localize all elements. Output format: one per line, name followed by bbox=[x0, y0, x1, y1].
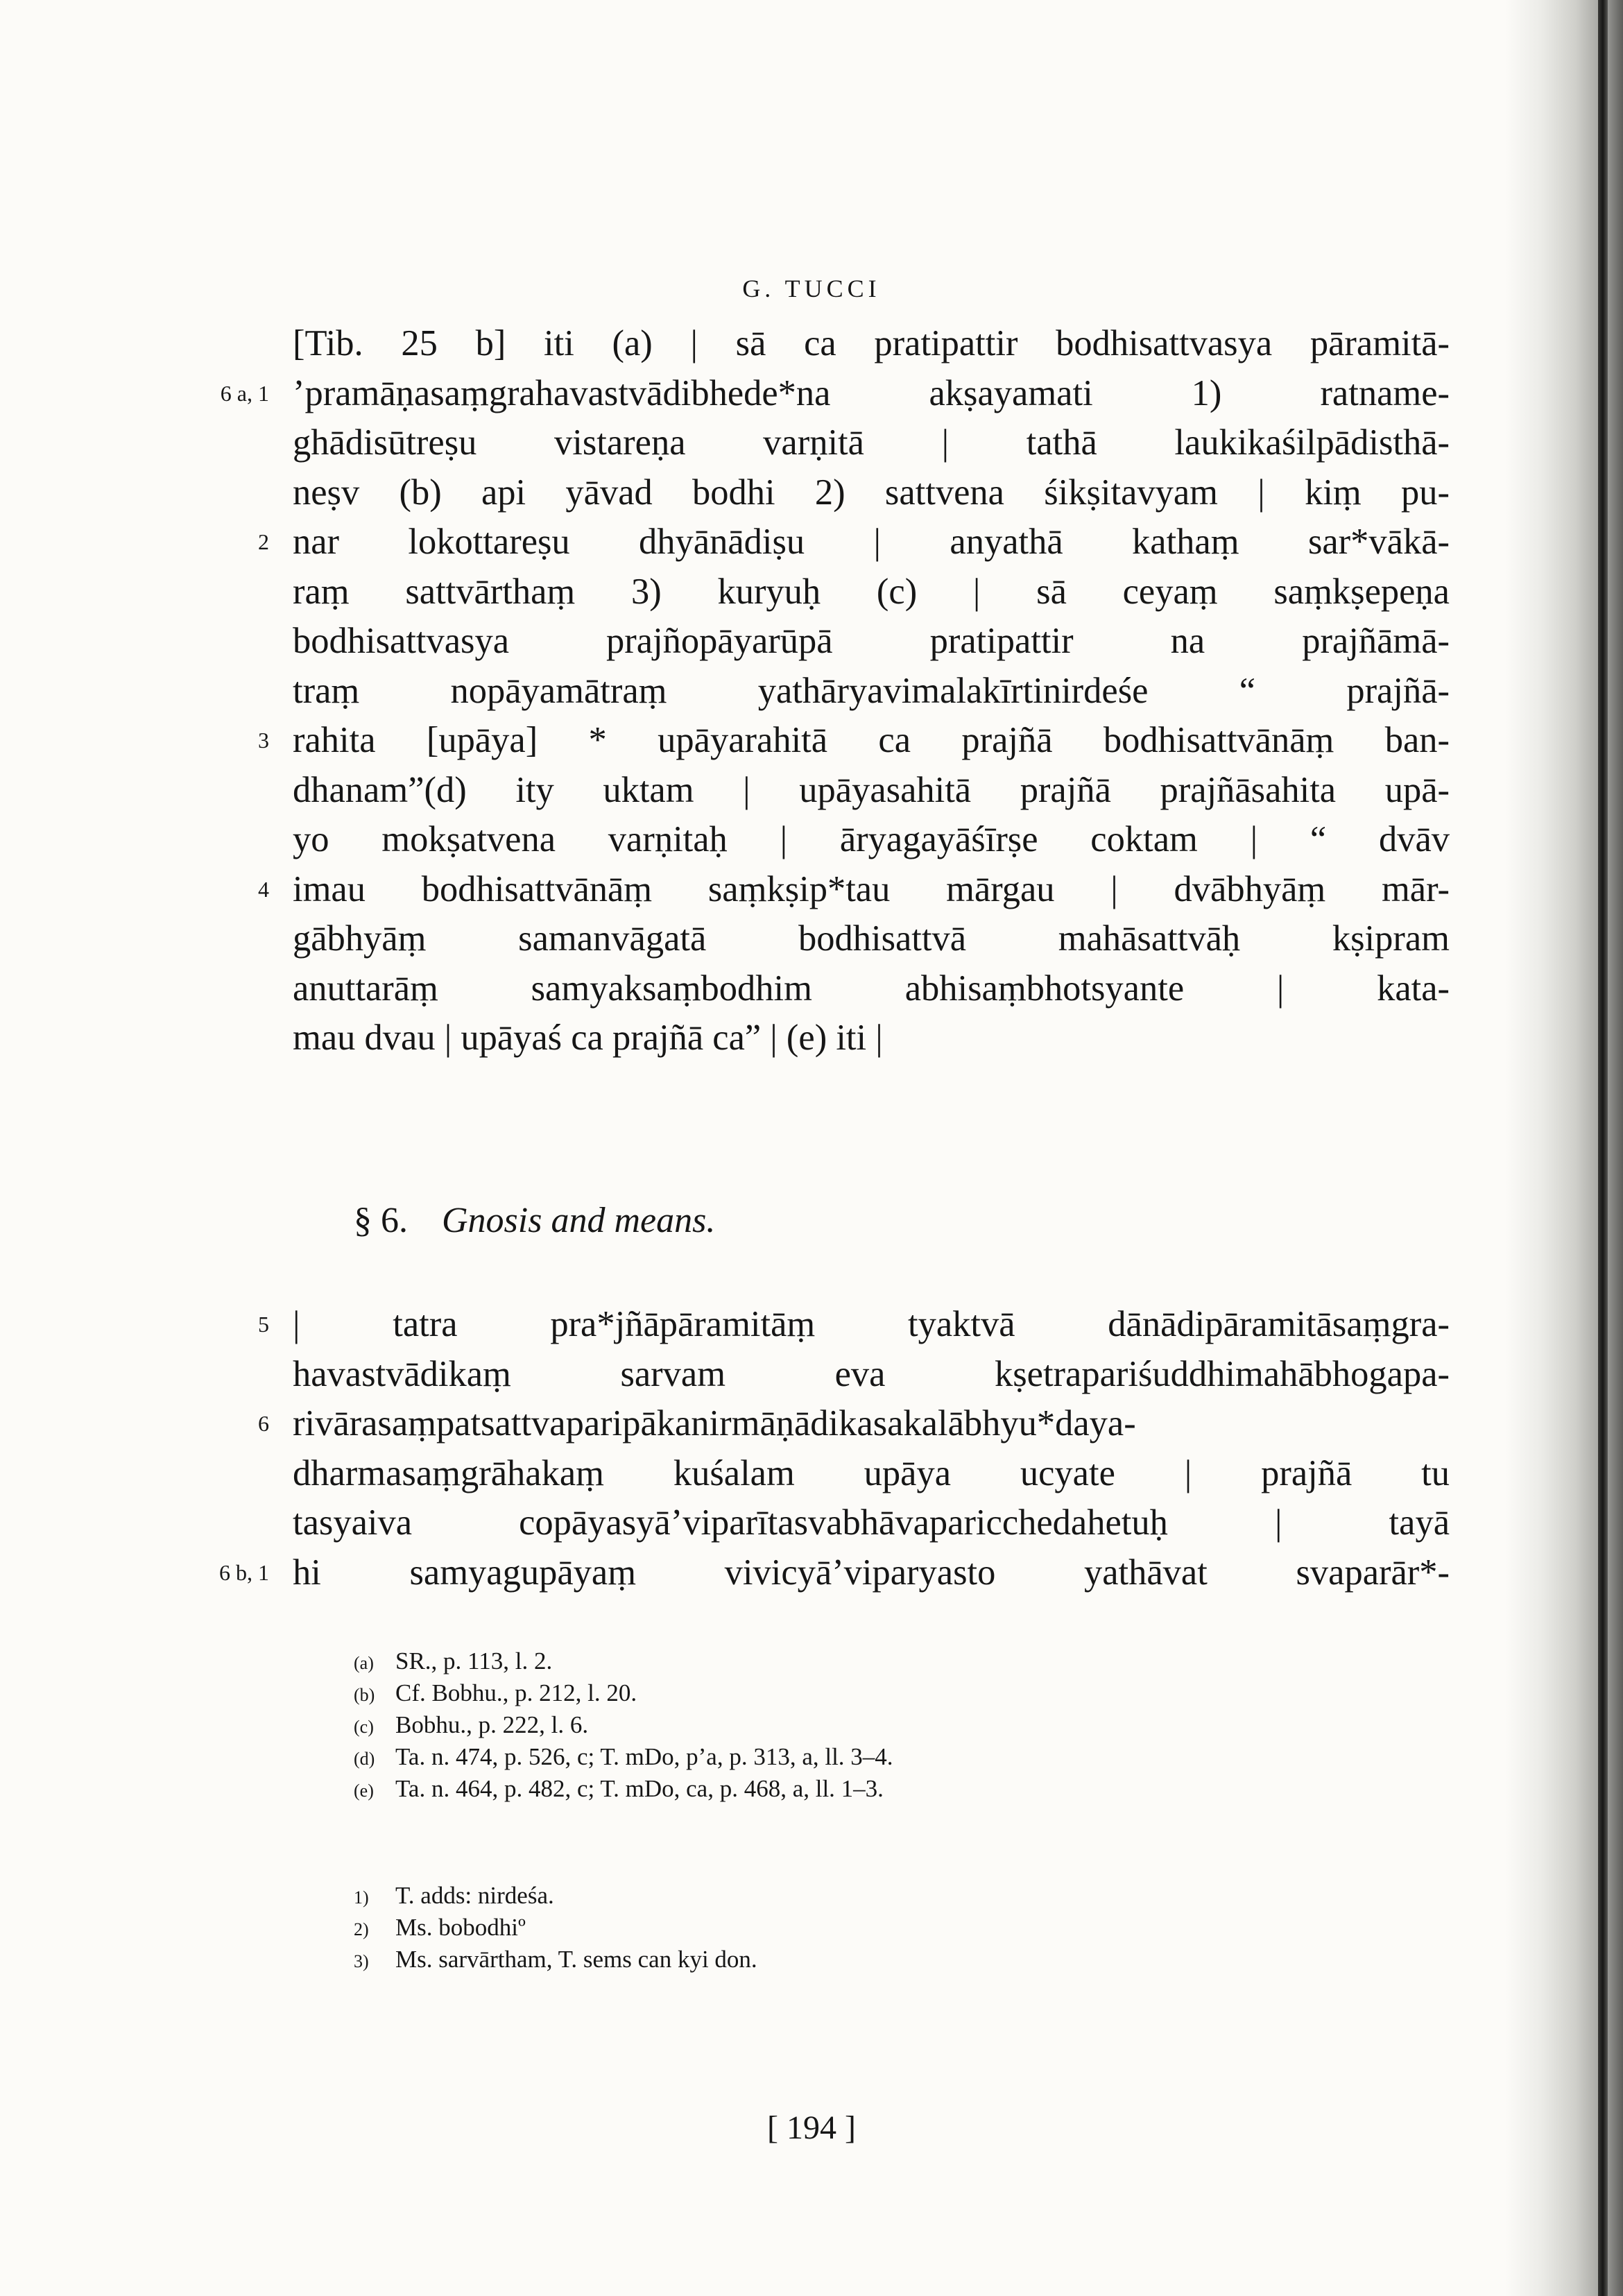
footnote bbox=[354, 1677, 893, 1709]
margin-folio: 6 b, 1 bbox=[219, 1559, 269, 1585]
section-heading bbox=[354, 1200, 715, 1241]
text-line bbox=[258, 865, 1450, 915]
text-line bbox=[258, 716, 1450, 766]
book-binding-line bbox=[1598, 0, 1608, 2296]
text-line bbox=[293, 1013, 1450, 1063]
footnote-mark: (b) bbox=[354, 1685, 375, 1705]
line-text: ’pramāṇasaṃgrahavastvādibhede*na akṣayamati 1) ratname- bbox=[293, 372, 1450, 413]
line-text: imau bodhisattvānāṃ saṃkṣip*tau mārgau | dvābhyāṃ mār- bbox=[293, 868, 1450, 909]
line-text: mau dvau | upāyaś ca prajñā ca” | (e) iti | bbox=[293, 1018, 883, 1058]
line-text: gābhyāṃ samanvāgatā bodhisattvā mahāsattvāḥ kṣipram bbox=[293, 918, 1450, 959]
text-line bbox=[293, 815, 1450, 865]
paragraph-2 bbox=[219, 1300, 1450, 1597]
line-text: tasyaiva copāyasyā’viparītasvabhāvaparicchedahetuḥ | tayā bbox=[293, 1502, 1450, 1543]
text-line bbox=[293, 418, 1450, 468]
footnote bbox=[354, 1912, 757, 1944]
footnotes-numbers bbox=[354, 1880, 757, 1976]
text-line bbox=[258, 1300, 1450, 1350]
footnote bbox=[354, 1773, 893, 1805]
line-text: anuttarāṃ samyaksaṃbodhim abhisaṃbhotsyante | kata- bbox=[293, 968, 1450, 1009]
line-text: havastvādikaṃ sarvam eva kṣetrapariśuddhimahābhogapa- bbox=[293, 1353, 1450, 1394]
footnote-text: Ta. n. 464, p. 482, c; T. mDo, ca, p. 468, a, ll. 1–3. bbox=[395, 1775, 884, 1802]
footnote-mark: 2) bbox=[354, 1919, 369, 1939]
running-header: G. TUCCI bbox=[742, 275, 881, 302]
footnote-mark: (d) bbox=[354, 1749, 375, 1769]
text-line bbox=[293, 319, 1450, 369]
footnote-text: Ms. bobodhiº bbox=[395, 1914, 526, 1941]
page-number: [ 194 ] bbox=[767, 2109, 856, 2146]
footnote-text: Cf. Bobhu., p. 212, l. 20. bbox=[395, 1679, 637, 1706]
text-line bbox=[220, 369, 1450, 419]
line-text: [Tib. 25 b] iti (a) | sā ca pratipattir bodhisattvasya pāramitā- bbox=[293, 323, 1450, 363]
footnotes-letters bbox=[354, 1645, 893, 1805]
text-line bbox=[219, 1548, 1450, 1598]
line-text: traṃ nopāyamātraṃ yathāryavimalakīrtinirdeśe “ prajñā- bbox=[293, 670, 1450, 711]
footnote-mark: (e) bbox=[354, 1781, 374, 1801]
footnote-mark: (a) bbox=[354, 1653, 374, 1673]
footnote-text: T. adds: nirdeśa. bbox=[395, 1882, 554, 1909]
line-text: rahita [upāya] * upāyarahitā ca prajñā bodhisattvānāṃ ban- bbox=[293, 720, 1450, 760]
text-line bbox=[293, 964, 1450, 1014]
margin-folio: 4 bbox=[258, 876, 269, 902]
text-line bbox=[258, 517, 1450, 567]
footnote-text: Ms. sarvārtham, T. sems can kyi don. bbox=[395, 1946, 757, 1973]
footnote-text: Bobhu., p. 222, l. 6. bbox=[395, 1711, 589, 1738]
text-line bbox=[293, 667, 1450, 717]
footnote-mark: (c) bbox=[354, 1717, 374, 1737]
margin-folio: 3 bbox=[258, 728, 269, 753]
text-line bbox=[293, 1350, 1450, 1400]
footnote-mark: 1) bbox=[354, 1887, 369, 1908]
margin-folio: 5 bbox=[258, 1312, 269, 1337]
footnote bbox=[354, 1709, 893, 1741]
text-line bbox=[293, 617, 1450, 667]
text-line bbox=[293, 567, 1450, 617]
line-text: rivārasaṃpatsattvaparipākanirmāṇādikasakalābhyu*daya- bbox=[293, 1403, 1136, 1443]
footnote-text: SR., p. 113, l. 2. bbox=[395, 1647, 553, 1674]
line-text: neṣv (b) api yāvad bodhi 2) sattvena śikṣitavyam | kiṃ pu- bbox=[293, 472, 1450, 513]
line-text: hi samyagupāyaṃ vivicyā’viparyasto yathāvat svaparār*- bbox=[293, 1552, 1450, 1593]
line-text: bodhisattvasya prajñopāyarūpā pratipattir na prajñāmā- bbox=[293, 621, 1450, 661]
footnote bbox=[354, 1880, 757, 1912]
line-text: yo mokṣatvena varṇitaḥ | āryagayāśīrṣe coktam | “ dvāv bbox=[293, 819, 1450, 859]
footnote bbox=[354, 1741, 893, 1773]
text-line bbox=[258, 1399, 1450, 1449]
margin-folio: 6 a, 1 bbox=[220, 380, 269, 406]
line-text: dhanam”(d) ity uktam | upāyasahitā prajñā prajñāsahita upā- bbox=[293, 769, 1450, 810]
text-line bbox=[293, 766, 1450, 816]
text-line bbox=[293, 1498, 1450, 1548]
line-text: raṃ sattvārthaṃ 3) kuryuḥ (c) | sā ceyaṃ saṃkṣepeṇa bbox=[293, 571, 1450, 612]
paragraph-1 bbox=[220, 319, 1450, 1063]
section-title: Gnosis and means. bbox=[442, 1201, 716, 1240]
text-line bbox=[293, 1449, 1450, 1499]
line-text: | tatra pra*jñāpāramitāṃ tyaktvā dānādipāramitāsaṃgra- bbox=[293, 1304, 1450, 1344]
line-text: nar lokottareṣu dhyānādiṣu | anyathā kathaṃ sar*vākā- bbox=[293, 522, 1450, 562]
text-line bbox=[293, 914, 1450, 964]
footnote bbox=[354, 1944, 757, 1976]
section-symbol: § 6. bbox=[354, 1201, 408, 1240]
footnote-mark: 3) bbox=[354, 1951, 369, 1971]
line-text: dharmasaṃgrāhakaṃ kuśalam upāya ucyate | prajñā tu bbox=[293, 1453, 1450, 1493]
margin-folio: 2 bbox=[258, 529, 269, 554]
text-line bbox=[293, 468, 1450, 518]
line-text: ghādisūtreṣu vistareṇa varṇitā | tathā laukikaśilpādisthā- bbox=[293, 422, 1450, 463]
footnote-text: Ta. n. 474, p. 526, c; T. mDo, p’a, p. 313, a, ll. 3–4. bbox=[395, 1743, 893, 1770]
margin-folio: 6 bbox=[258, 1411, 269, 1436]
footnote bbox=[354, 1645, 893, 1677]
